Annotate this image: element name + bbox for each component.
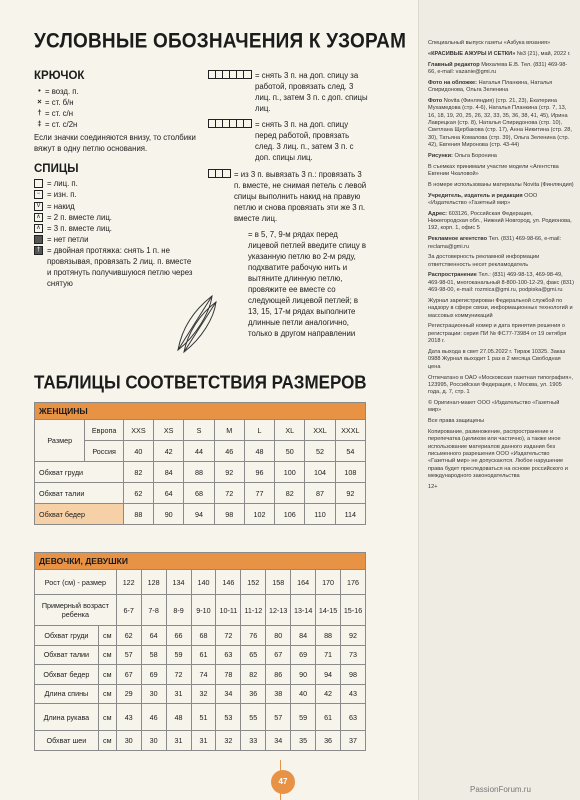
table-cell: 63 — [216, 645, 241, 665]
table-cell: 90 — [154, 504, 184, 525]
imprint-paragraph — [428, 323, 574, 345]
imprint-heading: Распространение — [428, 272, 477, 279]
table-cell: 53 — [216, 704, 241, 731]
table-cell: XS — [154, 420, 184, 441]
table-cell: 46 — [214, 441, 244, 462]
three-from-three-item — [208, 169, 368, 224]
table-cell: 57 — [266, 704, 291, 731]
table-cell: 31 — [166, 684, 191, 704]
crochet-item-text: = ст. с/н — [45, 109, 74, 119]
table-cell: 100 — [275, 462, 305, 483]
table-cell: 158 — [266, 570, 291, 595]
europe-label: Европа — [85, 420, 123, 441]
table-cell: 88 — [123, 504, 153, 525]
table-cell: 31 — [166, 731, 191, 751]
imprint-body: © Оригинал-макет ООО «Издательство «Газетный мир» — [428, 400, 560, 414]
imprint-paragraph — [428, 272, 574, 294]
k3tog-icon: ∧ — [34, 224, 43, 233]
page-title: УСЛОВНЫЕ ОБОЗНАЧЕНИЯ К УЗОРАМ — [34, 30, 407, 54]
table-cell: 50 — [275, 441, 305, 462]
table-cell: 122 — [116, 570, 141, 595]
table-cell: 40 — [123, 441, 153, 462]
imprint-paragraph — [428, 236, 574, 251]
table-cell: 52 — [305, 441, 335, 462]
table-cell: 65 — [241, 645, 266, 665]
girls-size-table — [34, 552, 366, 751]
table-row — [35, 665, 366, 685]
cable-right-icon — [208, 70, 252, 79]
table-cell: 106 — [275, 504, 305, 525]
unit-cell: см — [98, 645, 116, 665]
table-cell: 30 — [141, 731, 166, 751]
imprint-body: Михалева Е.В. Тел. (831) 469-98-66, e-mail: vazanie@gmi.ru — [428, 61, 568, 75]
imprint-heading: «КРАСИВЫЕ АЖУРЫ И СЕТКИ» — [428, 50, 516, 57]
single-crochet-icon: × — [37, 97, 42, 107]
imprint-body: Журнал зарегистрирован Федеральной службой по надзору в сфере связи, информационных технологий и массовых коммуникаций — [428, 297, 573, 319]
table-cell: 84 — [154, 462, 184, 483]
cable-right-item — [208, 70, 368, 114]
three-from-three-text: = из 3 п. вывязать 3 п.: провязать 3 п. вместе, не снимая петель с левой спицы выполнить накид на правую петлю и снова провязать эти же 3 п. вместе лиц. — [234, 169, 367, 223]
table-cell: 98 — [214, 504, 244, 525]
crochet-note: Если значки соединяются внизу, то столбики вяжут в одну петлю основания. — [34, 133, 196, 154]
table-cell: 114 — [335, 504, 365, 525]
cable-left-text: = снять 3 п. на доп. спицу перед работой, провязать след. 3 лиц. п., затем 3 п. с доп. спицы лиц. — [255, 120, 354, 163]
imprint-paragraph — [428, 182, 574, 189]
table-cell: 96 — [244, 462, 274, 483]
crochet-item — [34, 108, 199, 119]
age-row — [35, 595, 366, 626]
table-cell: 92 — [341, 626, 366, 646]
table-cell: 82 — [241, 665, 266, 685]
table-cell: 61 — [316, 704, 341, 731]
imprint-body: Специальный выпуск газеты «Азбука вязания» — [428, 40, 551, 46]
knit-item — [34, 223, 199, 234]
imprint-paragraph — [428, 164, 574, 179]
imprint-heading: Фото на обложке: — [428, 79, 478, 86]
knit-item-text: = нет петли — [47, 234, 89, 244]
imprint-body: В съемках принимали участие модели «Агентства Евгении Чкаловой» — [428, 163, 559, 177]
table-cell: 29 — [116, 684, 141, 704]
knit-item — [34, 234, 199, 245]
table-cell: 62 — [116, 626, 141, 646]
imprint-body: В номере использованы материалы Novita (Финляндия) — [428, 181, 574, 188]
imprint-heading: Фото — [428, 97, 443, 104]
imprint-paragraph — [428, 211, 574, 233]
imprint-paragraph — [428, 298, 574, 320]
table-cell: 108 — [335, 462, 365, 483]
table-row — [35, 504, 366, 525]
table-cell: 43 — [116, 704, 141, 731]
row-label: Обхват груди — [35, 626, 99, 646]
imprint-body: Наталья Планкина, Наталья Спиридонова, Ольга Зеленина — [428, 79, 553, 94]
three-from-three-icon — [208, 169, 231, 178]
table-cell: 88 — [184, 462, 214, 483]
chain-stitch-icon: • — [38, 86, 41, 95]
height-row — [35, 570, 366, 595]
table-cell: 72 — [166, 665, 191, 685]
table-row — [35, 462, 366, 483]
table-cell: 110 — [305, 504, 335, 525]
table-cell: 76 — [241, 626, 266, 646]
watermark: PassionForum.ru — [470, 785, 531, 794]
imprint-heading: Главный редактор — [428, 61, 480, 68]
table-cell: 87 — [305, 483, 335, 504]
imprint-heading: Рисунки: — [428, 152, 453, 159]
table-cell: 102 — [244, 504, 274, 525]
table-cell: 74 — [191, 665, 216, 685]
table-cell: 69 — [291, 645, 316, 665]
table-cell: 8-9 — [166, 595, 191, 626]
table-cell: 64 — [154, 483, 184, 504]
table-cell: 71 — [316, 645, 341, 665]
row-label: Обхват бедер — [35, 665, 99, 685]
imprint-body: Тел. (831) 469-98-66, e-mail: reclama@gmi.ru — [428, 236, 562, 250]
imprint-column — [418, 0, 580, 800]
knit-item-text: = двойная протяжка: снять 1 п. не провязывая, провязать 2 лиц. п. вместе и протянуть получившуюся петлю через снятую — [47, 245, 193, 288]
russia-size-row — [35, 441, 366, 462]
row-label: Длина рукава — [35, 704, 99, 731]
table-cell: L — [244, 420, 274, 441]
imprint-paragraph — [428, 418, 574, 425]
table-cell: 94 — [184, 504, 214, 525]
knit-item — [34, 178, 199, 189]
table-cell: 92 — [214, 462, 244, 483]
crochet-item — [34, 119, 199, 130]
imprint-paragraph — [428, 40, 574, 47]
imprint-text — [428, 40, 574, 495]
table-cell: 15-16 — [341, 595, 366, 626]
table-cell: 43 — [341, 684, 366, 704]
imprint-body: За достоверность рекламной информации ответственность несет рекламодатель — [428, 254, 540, 268]
table-cell: 90 — [291, 665, 316, 685]
table-cell: 9-10 — [191, 595, 216, 626]
imprint-paragraph — [428, 62, 574, 77]
knit-stitch-icon — [34, 179, 43, 188]
left-legend-column — [34, 70, 199, 289]
table-cell: 36 — [316, 731, 341, 751]
knitting-title: СПИЦЫ — [34, 163, 79, 176]
size-label: Размер — [35, 420, 85, 462]
table-cell: 140 — [191, 570, 216, 595]
table-cell: 34 — [216, 684, 241, 704]
table-row — [35, 684, 366, 704]
table-cell: 82 — [123, 462, 153, 483]
table-cell: 51 — [191, 704, 216, 731]
imprint-body: 12+ — [428, 483, 438, 490]
table-cell: 92 — [335, 483, 365, 504]
women-table-title: ЖЕНЩИНЫ — [35, 403, 366, 420]
knit-item-text: = 2 п. вместе лиц. — [47, 212, 112, 222]
table-row — [35, 626, 366, 646]
table-cell: 62 — [123, 483, 153, 504]
table-cell: 78 — [216, 665, 241, 685]
row-label: Рост (см) - размер — [35, 570, 117, 595]
crochet-title: КРЮЧОК — [34, 70, 85, 82]
table-cell: 68 — [184, 483, 214, 504]
knitting-list — [34, 178, 199, 289]
table-cell: 84 — [291, 626, 316, 646]
table-cell: XXXL — [335, 420, 365, 441]
table-cell: 38 — [266, 684, 291, 704]
imprint-body: №3 (21), май, 2022 г. — [516, 50, 571, 57]
table-cell: 67 — [266, 645, 291, 665]
imprint-body: Отпечатано в ОАО «Московская газетная типография», 123995, Российская Федерация, г. Москва, ул. 1905 года, д. 7, стр. 1 — [428, 374, 573, 396]
table-cell: 6-7 — [116, 595, 141, 626]
table-cell: 94 — [316, 665, 341, 685]
table-cell: 146 — [216, 570, 241, 595]
imprint-heading: Рекламное агентство — [428, 236, 488, 243]
table-cell: 66 — [166, 626, 191, 646]
table-cell: 40 — [291, 684, 316, 704]
row-label: Примерный возраст ребенка — [35, 595, 117, 626]
table-cell: 69 — [141, 665, 166, 685]
table-cell: XL — [275, 420, 305, 441]
table-cell: 61 — [191, 645, 216, 665]
table-cell: 37 — [341, 731, 366, 751]
table-cell: 36 — [241, 684, 266, 704]
treble-crochet-icon: ‡ — [37, 119, 42, 129]
crochet-list — [34, 86, 199, 154]
table-cell: 11-12 — [241, 595, 266, 626]
right-legend-column — [208, 70, 368, 339]
purl-stitch-icon: − — [34, 190, 43, 199]
table-cell: 48 — [166, 704, 191, 731]
knit-item — [34, 212, 199, 223]
table-cell: 58 — [141, 645, 166, 665]
table-row — [35, 483, 366, 504]
imprint-body: ООО «Издательство «Газетный мир» — [428, 192, 538, 206]
table-cell: 152 — [241, 570, 266, 595]
table-cell: 12-13 — [266, 595, 291, 626]
table-cell: M — [214, 420, 244, 441]
table-cell: 82 — [275, 483, 305, 504]
cable-right-text: = снять 3 п. на доп. спицу за работой, провязать след. 3 лиц. п., затем 3 п. с доп. спицы лиц. — [255, 71, 368, 114]
table-cell: 59 — [291, 704, 316, 731]
imprint-paragraph — [428, 98, 574, 150]
table-cell: 32 — [191, 684, 216, 704]
table-cell: 72 — [216, 626, 241, 646]
imprint-body: Копирование, размножение, распространение и перепечатка (целиком или частично), а также иное использование материалов данного издания без письменного разрешения ООО «Издательство «Газетный мир» не допускаются. Любое нарушение права будет преследоваться на основе российского и международного законодательства — [428, 428, 568, 480]
table-cell: XXS — [123, 420, 153, 441]
table-cell: 42 — [316, 684, 341, 704]
elongated-loop-icon — [174, 292, 218, 354]
crochet-item-text: = ст. с/2н — [45, 120, 78, 130]
row-label: Обхват шеи — [35, 731, 99, 751]
unit-cell: см — [98, 731, 116, 751]
double-decrease-icon: † — [34, 246, 43, 255]
table-row — [35, 731, 366, 751]
table-cell: 63 — [341, 704, 366, 731]
imprint-body: 603126, Российская Федерация, Нижегородская обл., Нижний Новгород, ул. Родионова, 192, корп. 1, офис 5 — [428, 210, 572, 232]
row-label: Обхват талии — [35, 483, 124, 504]
page-number: 47 — [271, 770, 295, 794]
table-cell: 176 — [341, 570, 366, 595]
russia-label: Россия — [85, 441, 123, 462]
table-cell: 86 — [266, 665, 291, 685]
table-cell: 48 — [244, 441, 274, 462]
table-cell: 13-14 — [291, 595, 316, 626]
knit-item — [34, 201, 199, 212]
table-cell: 14-15 — [316, 595, 341, 626]
europe-size-row — [35, 420, 366, 441]
imprint-body: Дата выхода в свет 27.05.2022 г. Тираж 10325. Заказ 0988 Журнал выходит 1 раз в 2 месяца Свободная цена — [428, 348, 566, 370]
imprint-body: Ольга Боронина — [454, 152, 497, 159]
imprint-paragraph — [428, 51, 574, 58]
table-cell: 134 — [166, 570, 191, 595]
no-stitch-icon — [34, 235, 43, 244]
table-cell: XXL — [305, 420, 335, 441]
table-cell: 72 — [214, 483, 244, 504]
knit-item — [34, 245, 199, 289]
table-cell: 104 — [305, 462, 335, 483]
table-cell: 164 — [291, 570, 316, 595]
table-cell: 77 — [244, 483, 274, 504]
yarn-over-icon: V — [34, 202, 43, 211]
row-label: Обхват талии — [35, 645, 99, 665]
crochet-item-text: = ст. б/н — [45, 98, 74, 108]
imprint-paragraph — [428, 80, 574, 95]
table-cell: 170 — [316, 570, 341, 595]
imprint-heading: Адрес: — [428, 210, 448, 217]
k2tog-icon: ∧ — [34, 213, 43, 222]
table-cell: 10-11 — [216, 595, 241, 626]
table-cell: 128 — [141, 570, 166, 595]
imprint-paragraph — [428, 400, 574, 415]
knit-item-text: = 3 п. вместе лиц. — [47, 223, 112, 233]
table-cell: 30 — [141, 684, 166, 704]
table-cell: 80 — [266, 626, 291, 646]
knit-item — [34, 189, 199, 200]
imprint-paragraph — [428, 375, 574, 397]
imprint-paragraph — [428, 349, 574, 371]
crochet-item — [34, 97, 199, 108]
girls-table-title: ДЕВОЧКИ, ДЕВУШКИ — [35, 553, 366, 570]
table-row — [35, 704, 366, 731]
imprint-heading: Учредитель, издатель и редакция — [428, 192, 523, 199]
table-cell: 42 — [154, 441, 184, 462]
unit-cell: см — [98, 665, 116, 685]
table-cell: 98 — [341, 665, 366, 685]
table-cell: 54 — [335, 441, 365, 462]
table-cell: 35 — [291, 731, 316, 751]
cable-left-icon — [208, 119, 252, 128]
table-cell: 31 — [191, 731, 216, 751]
long-loop-text: = в 5, 7, 9-м рядах перед лицевой петлей введите спицу в указанную петлю во 2-м ряду, подхватите рабочую нить и вытяните длинную петлю, провяжите ее вместе со следующей лицевой петлей; в 13, 15, 17-м рядах выполните длинные петли аналогично, только в другом направлении — [248, 229, 367, 339]
unit-cell: см — [98, 704, 116, 731]
table-cell: 30 — [116, 731, 141, 751]
table-cell: 32 — [216, 731, 241, 751]
table-cell: 57 — [116, 645, 141, 665]
unit-cell: см — [98, 626, 116, 646]
cable-left-item — [208, 119, 368, 163]
table-cell: 67 — [116, 665, 141, 685]
imprint-body: Все права защищены — [428, 418, 485, 425]
imprint-body: Регистрационный номер и дата принятия решения о регистрации: серия ПИ № ФС77-73984 от 19 октября 2018 г. — [428, 323, 567, 345]
row-label: Длина спины — [35, 684, 99, 704]
table-cell: 73 — [341, 645, 366, 665]
table-cell: 64 — [141, 626, 166, 646]
crochet-item — [34, 86, 199, 97]
table-cell: 44 — [184, 441, 214, 462]
double-crochet-icon: † — [37, 108, 42, 118]
row-label: Обхват груди — [35, 462, 124, 483]
knit-item-text: = накид — [47, 201, 75, 211]
imprint-paragraph — [428, 484, 574, 491]
imprint-paragraph — [428, 429, 574, 481]
table-row — [35, 645, 366, 665]
imprint-body: Тел.: (831) 469-98-13, 469-98-49, 469-98-01, многоканальный 8-800-100-12-29, факс (831) 469-98-00, e-mail: rozmica@gmi.ru, podpiska@gmi.ru — [428, 272, 574, 294]
table-cell: S — [184, 420, 214, 441]
crochet-item-text: = возд. п. — [45, 87, 79, 96]
row-label: Обхват бедер — [35, 504, 124, 525]
tables-title: ТАБЛИЦЫ СООТВЕТСТВИЯ РАЗМЕРОВ — [34, 372, 367, 393]
knit-item-text: = лиц. п. — [47, 179, 78, 189]
long-loop-item — [208, 229, 368, 340]
women-size-table — [34, 402, 366, 525]
knit-item-text: = изн. п. — [47, 190, 77, 200]
legend-section — [34, 30, 414, 339]
imprint-paragraph — [428, 153, 574, 160]
table-cell: 34 — [266, 731, 291, 751]
table-cell: 68 — [191, 626, 216, 646]
table-cell: 88 — [316, 626, 341, 646]
table-cell: 7-8 — [141, 595, 166, 626]
unit-cell: см — [98, 684, 116, 704]
imprint-paragraph — [428, 254, 574, 269]
imprint-paragraph — [428, 193, 574, 208]
table-cell: 59 — [166, 645, 191, 665]
table-cell: 55 — [241, 704, 266, 731]
table-cell: 46 — [141, 704, 166, 731]
imprint-body: Novita (Финляндия) (стр. 21, 23), Екатерина Мухамедова (стр. 4-6), Наталья Планкина (стр. 7, 13, 16, 18, 19, 20, 25, 26, 32, 33, 35, 36, 38, 41, 45), Ирина Лаврецкая (стр. 8), Наталья Спиридонова (стр. 10), Светлана Щербакова (стр. 17), Анна Никитина (стр. 28, 30), Татьяна Комалова (стр. 39), Ольга Зеленина (стр. 42), Евгения Миронова (стр. 43-44) — [428, 97, 572, 149]
table-cell: 33 — [241, 731, 266, 751]
